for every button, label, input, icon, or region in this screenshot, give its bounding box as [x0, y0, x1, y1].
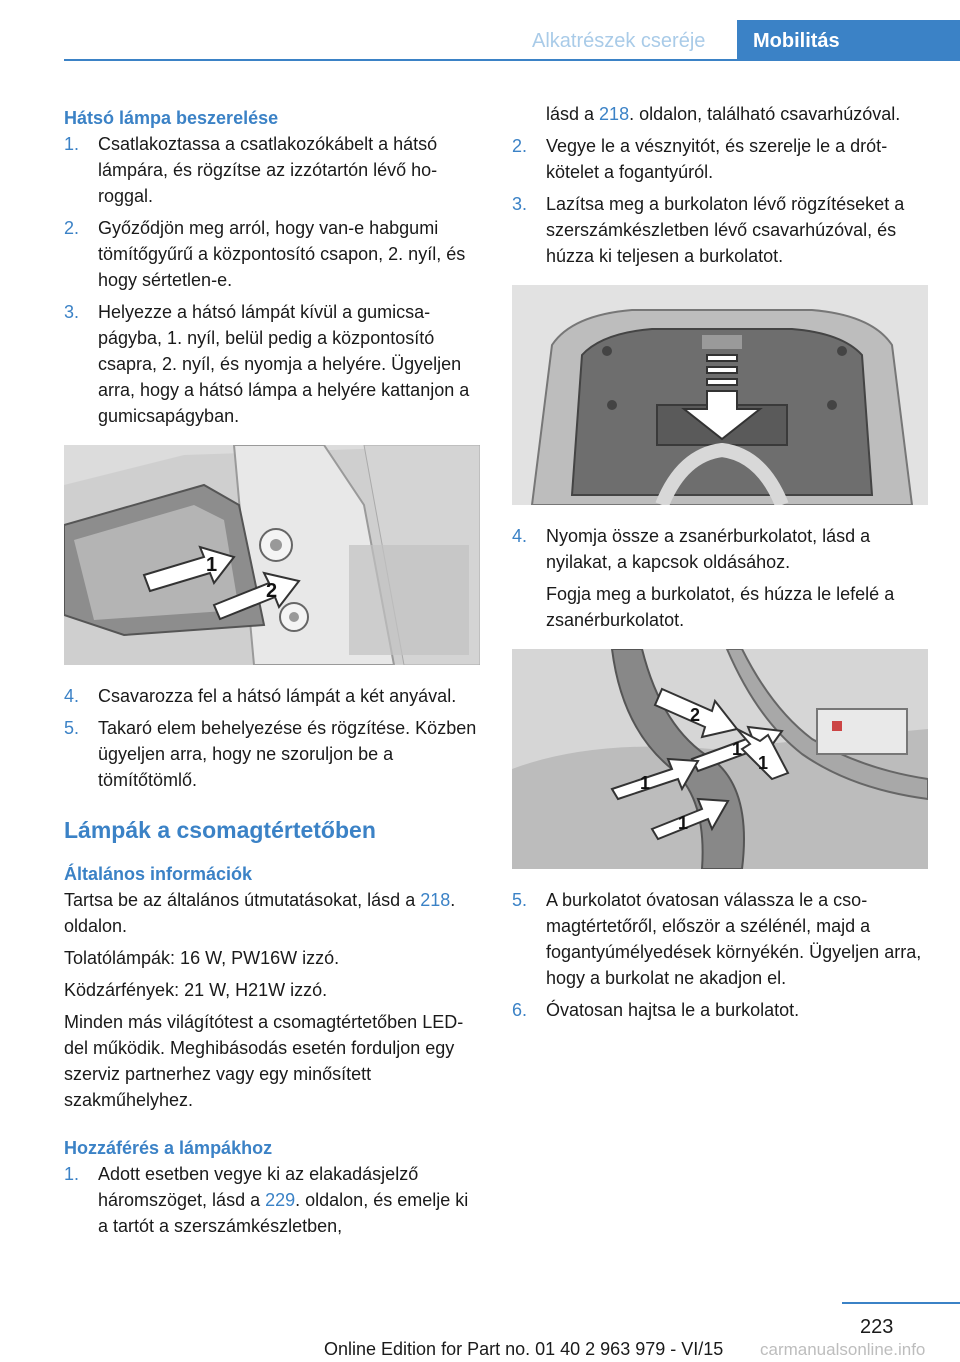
paragraph: Tolatólámpák: 16 W, PW16W izzó.	[64, 948, 340, 968]
list-item	[64, 1161, 480, 1239]
right-column	[512, 101, 928, 1029]
step-number: 1.	[64, 134, 80, 154]
step-number: 6.	[512, 1000, 528, 1020]
trunk-lid-illustration	[512, 285, 928, 505]
subheading-general-info: Általános információk	[64, 864, 253, 884]
list-item	[512, 523, 928, 575]
step-number: 3.	[512, 194, 528, 214]
left-column	[64, 105, 480, 1245]
list-item	[64, 299, 480, 429]
paragraph: Minden más világítótest a csomagtértetőben LED-del működik. Meghibásodás esetén forduljon egy szerviz partnerhez vagy egy minősített szakműhelyhez.	[64, 1012, 464, 1110]
step-number: 2.	[64, 218, 80, 238]
page-link[interactable]: 218	[420, 890, 451, 910]
step-continuation: lásd a 218. oldalon, található csavarhúzóval.	[546, 104, 901, 124]
list-item	[512, 133, 928, 185]
subheading-rear-lamp-install: Hátsó lámpa beszerelése	[64, 108, 279, 128]
section-heading: Lámpák a csomagtértetőben	[64, 817, 376, 843]
step-text: Adott esetben vegye ki az elakadásjelző háromszöget, lásd a 229. oldalon, és emelje ki a tartót a szerszámkészletben,	[98, 1164, 469, 1236]
chapter-tab: Mobilitás	[737, 20, 960, 61]
steps-list-2	[64, 683, 480, 793]
list-item	[64, 215, 480, 293]
footer-rule	[842, 1302, 960, 1304]
arrow-label: 1	[678, 813, 689, 833]
step-number: 5.	[512, 890, 528, 910]
step-number: 1.	[64, 1164, 80, 1184]
step-number: 2.	[512, 136, 528, 156]
paragraph: Tartsa be az általános útmutatásokat, lásd a 218. oldalon.	[64, 890, 456, 936]
arrow-label: 1	[758, 753, 769, 773]
arrow-label: 2	[266, 580, 278, 602]
step-text: Lazítsa meg a burkolaton lévő rögzítéseket a szerszámkészletben lévő csavarhúzóval, és húzza ki teljesen a burkolatot.	[546, 194, 905, 266]
list-item	[64, 683, 480, 709]
step-text: Nyomja össze a zsanérburkolatot, lásd a nyilakat, a kapcsok oldásához.	[546, 526, 871, 572]
step-number: 4.	[64, 686, 80, 706]
step-text: Helyezze a hátsó lámpát kívül a gumicsapágyba, 1. nyíl, belül pedig a központosító csapra, 2. nyíl, és nyomja a helyére. Ügyeljen arra, hogy a hátsó lámpa a helyére kattanjon a gumicsapágyban.	[98, 302, 470, 426]
arrow-label: 2	[690, 705, 701, 725]
step-text: Csatlakoztassa a csatlakozókábelt a hátsó lámpára, és rögzítse az izzótartón lévő horoggal.	[98, 134, 438, 206]
hinge-cover-illustration	[512, 649, 928, 869]
edition-note: Online Edition for Part no. 01 40 2 963 979 - VI/15	[324, 1339, 724, 1359]
list-item	[512, 997, 928, 1023]
step-text: Vegye le a vésznyitót, és szerelje le a drótkötelet a fogantyúról.	[546, 136, 888, 182]
list-item	[64, 715, 480, 793]
step-number: 5.	[64, 718, 80, 738]
step-number: 3.	[64, 302, 80, 322]
page-number: 223	[860, 1316, 894, 1338]
paragraph: Ködzárfények: 21 W, H21W izzó.	[64, 980, 328, 1000]
step-text: Óvatosan hajtsa le a burkolatot.	[546, 1000, 800, 1020]
section-title: Alkatrészek cseréje	[532, 30, 706, 52]
steps-list-1	[64, 131, 480, 429]
list-item	[64, 131, 480, 209]
watermark: carmanualsonline.info	[760, 1340, 926, 1359]
arrow-label: 1	[640, 773, 651, 793]
arrow-label: 1	[206, 554, 218, 576]
step-text: Takaró elem behelyezése és rögzítése. Közben ügyeljen arra, hogy ne szoruljon be a tömítőtömlő.	[98, 718, 477, 790]
step-number: 4.	[512, 526, 528, 546]
page-link[interactable]: 229	[265, 1190, 296, 1210]
subheading-lamp-access: Hozzáférés a lámpákhoz	[64, 1138, 273, 1158]
rear-lamp-illustration	[64, 445, 480, 665]
step-text: Győződjön meg arról, hogy van-e habgumi tömítőgyűrű a központosító csapon, 2. nyíl, és hogy sértetlen-e.	[98, 218, 466, 290]
step-continuation: Fogja meg a burkolatot, és húzza le lefelé a zsanérburkolatot.	[546, 584, 895, 630]
step-text: A burkolatot óvatosan válassza le a csomagtértetőről, először a szélénél, majd a fogantyúmélyedések környékén. Ügyeljen arra, hogy a burkolat ne akadjon el.	[546, 890, 922, 988]
page-link[interactable]: 218	[599, 104, 630, 124]
list-item	[512, 887, 928, 991]
step-text: Csavarozza fel a hátsó lámpát a két anyával.	[98, 686, 457, 706]
list-item	[512, 191, 928, 269]
arrow-label: 1	[732, 739, 743, 759]
